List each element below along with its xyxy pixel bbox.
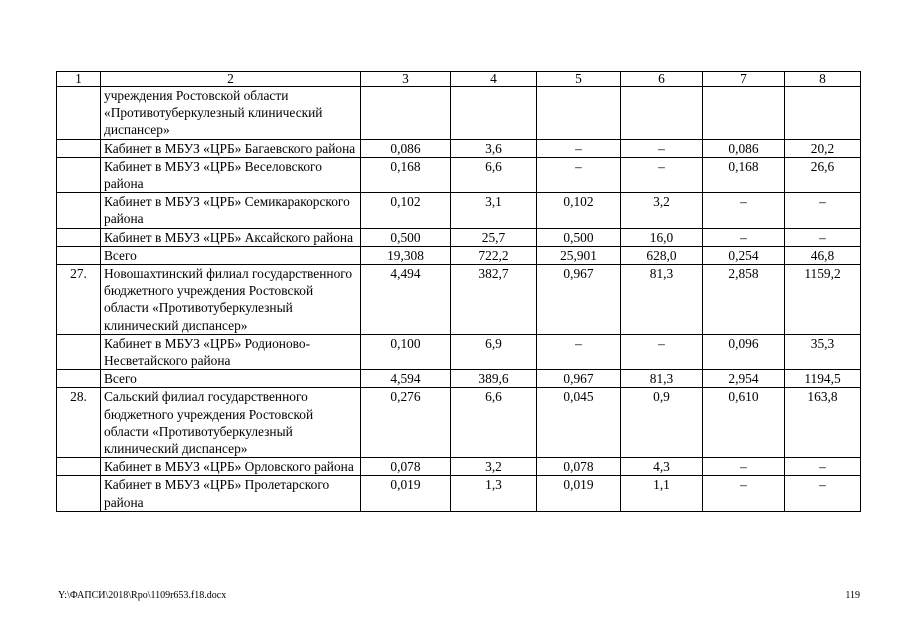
value-cell-3: 0,019 <box>361 476 451 511</box>
value-cell-3: 19,308 <box>361 246 451 264</box>
value-cell-3: 0,168 <box>361 157 451 192</box>
value-cell-7: 2,954 <box>703 370 785 388</box>
row-number-cell <box>57 458 101 476</box>
table-row <box>57 334 861 369</box>
institution-name-cell: Кабинет в МБУЗ «ЦРБ» Пролетарского района <box>101 476 361 511</box>
value-cell-5: 0,045 <box>537 388 621 458</box>
value-cell-4: 722,2 <box>451 246 537 264</box>
value-cell-8: 26,6 <box>785 157 861 192</box>
column-header: 2 <box>101 72 361 87</box>
value-cell-3: 4,594 <box>361 370 451 388</box>
value-cell-7 <box>703 87 785 140</box>
value-cell-6: – <box>621 139 703 157</box>
value-cell-4: 1,3 <box>451 476 537 511</box>
value-cell-8: 35,3 <box>785 334 861 369</box>
table-row <box>57 265 861 335</box>
table-row <box>57 193 861 228</box>
value-cell-3: 0,102 <box>361 193 451 228</box>
row-number-cell <box>57 370 101 388</box>
value-cell-5 <box>537 87 621 140</box>
column-header: 8 <box>785 72 861 87</box>
value-cell-5: 0,078 <box>537 458 621 476</box>
column-header: 3 <box>361 72 451 87</box>
row-number-cell: 27. <box>57 265 101 335</box>
row-number-cell <box>57 157 101 192</box>
value-cell-8: 163,8 <box>785 388 861 458</box>
value-cell-8: – <box>785 476 861 511</box>
value-cell-7: 0,096 <box>703 334 785 369</box>
value-cell-3: 0,500 <box>361 228 451 246</box>
institution-name-cell: Кабинет в МБУЗ «ЦРБ» Семикаракорского района <box>101 193 361 228</box>
value-cell-8: – <box>785 193 861 228</box>
row-number-cell <box>57 193 101 228</box>
value-cell-3: 4,494 <box>361 265 451 335</box>
table-row <box>57 139 861 157</box>
value-cell-6 <box>621 87 703 140</box>
value-cell-4: 3,1 <box>451 193 537 228</box>
value-cell-4: 25,7 <box>451 228 537 246</box>
value-cell-3: 0,086 <box>361 139 451 157</box>
institution-name-cell: Новошахтинский филиал государственного бюджетного учреждения Ростовской области «Противотуберкулезный клинический диспансер» <box>101 265 361 335</box>
value-cell-7: 0,254 <box>703 246 785 264</box>
column-header: 6 <box>621 72 703 87</box>
table-row <box>57 228 861 246</box>
page-number: 119 <box>845 590 860 601</box>
value-cell-6: 16,0 <box>621 228 703 246</box>
institution-name-cell: Кабинет в МБУЗ «ЦРБ» Родионово-Несветайского района <box>101 334 361 369</box>
value-cell-4: 6,9 <box>451 334 537 369</box>
value-cell-4: 6,6 <box>451 388 537 458</box>
value-cell-3: 0,276 <box>361 388 451 458</box>
institution-name-cell: Кабинет в МБУЗ «ЦРБ» Веселовского района <box>101 157 361 192</box>
value-cell-8 <box>785 87 861 140</box>
institution-name-cell: Кабинет в МБУЗ «ЦРБ» Багаевского района <box>101 139 361 157</box>
value-cell-4: 389,6 <box>451 370 537 388</box>
table-row <box>57 388 861 458</box>
value-cell-8: 20,2 <box>785 139 861 157</box>
value-cell-6: 3,2 <box>621 193 703 228</box>
value-cell-3 <box>361 87 451 140</box>
value-cell-6: – <box>621 157 703 192</box>
table-row <box>57 476 861 511</box>
data-table <box>56 71 861 512</box>
value-cell-5: 0,102 <box>537 193 621 228</box>
footer-file-path: Y:\ФАПСИ\2018\Rpo\1109r653.f18.docx <box>58 590 227 601</box>
row-number-cell <box>57 228 101 246</box>
value-cell-5: – <box>537 139 621 157</box>
row-number-cell <box>57 476 101 511</box>
value-cell-7: – <box>703 458 785 476</box>
value-cell-8: 46,8 <box>785 246 861 264</box>
column-header: 7 <box>703 72 785 87</box>
table-row <box>57 157 861 192</box>
value-cell-7: – <box>703 193 785 228</box>
value-cell-6: 81,3 <box>621 370 703 388</box>
column-header: 5 <box>537 72 621 87</box>
value-cell-5: 25,901 <box>537 246 621 264</box>
value-cell-6: 0,9 <box>621 388 703 458</box>
value-cell-4: 6,6 <box>451 157 537 192</box>
table-row <box>57 87 861 140</box>
table-row <box>57 370 861 388</box>
value-cell-8: – <box>785 458 861 476</box>
value-cell-6: 1,1 <box>621 476 703 511</box>
value-cell-7: – <box>703 228 785 246</box>
value-cell-4 <box>451 87 537 140</box>
value-cell-6: 628,0 <box>621 246 703 264</box>
column-header: 4 <box>451 72 537 87</box>
value-cell-4: 382,7 <box>451 265 537 335</box>
value-cell-5: 0,967 <box>537 370 621 388</box>
value-cell-8: 1194,5 <box>785 370 861 388</box>
value-cell-7: – <box>703 476 785 511</box>
institution-name-cell: Кабинет в МБУЗ «ЦРБ» Орловского района <box>101 458 361 476</box>
value-cell-5: – <box>537 157 621 192</box>
table-row <box>57 458 861 476</box>
value-cell-7: 0,086 <box>703 139 785 157</box>
value-cell-7: 2,858 <box>703 265 785 335</box>
value-cell-5: 0,019 <box>537 476 621 511</box>
column-header: 1 <box>57 72 101 87</box>
header-row <box>57 72 861 87</box>
institution-name-cell: Всего <box>101 246 361 264</box>
value-cell-3: 0,100 <box>361 334 451 369</box>
institution-name-cell: Кабинет в МБУЗ «ЦРБ» Аксайского района <box>101 228 361 246</box>
value-cell-5: 0,500 <box>537 228 621 246</box>
value-cell-5: 0,967 <box>537 265 621 335</box>
value-cell-3: 0,078 <box>361 458 451 476</box>
value-cell-5: – <box>537 334 621 369</box>
value-cell-6: 81,3 <box>621 265 703 335</box>
row-number-cell: 28. <box>57 388 101 458</box>
value-cell-4: 3,2 <box>451 458 537 476</box>
institution-name-cell: учреждения Ростовской области «Противотуберкулезный клинический диспансер» <box>101 87 361 140</box>
row-number-cell <box>57 334 101 369</box>
value-cell-8: – <box>785 228 861 246</box>
value-cell-4: 3,6 <box>451 139 537 157</box>
value-cell-7: 0,610 <box>703 388 785 458</box>
value-cell-6: – <box>621 334 703 369</box>
value-cell-7: 0,168 <box>703 157 785 192</box>
institution-name-cell: Всего <box>101 370 361 388</box>
row-number-cell <box>57 246 101 264</box>
institution-name-cell: Сальский филиал государственного бюджетного учреждения Ростовской области «Противотуберкулезный клинический диспансер» <box>101 388 361 458</box>
value-cell-6: 4,3 <box>621 458 703 476</box>
row-number-cell <box>57 87 101 140</box>
table-row <box>57 246 861 264</box>
value-cell-8: 1159,2 <box>785 265 861 335</box>
row-number-cell <box>57 139 101 157</box>
